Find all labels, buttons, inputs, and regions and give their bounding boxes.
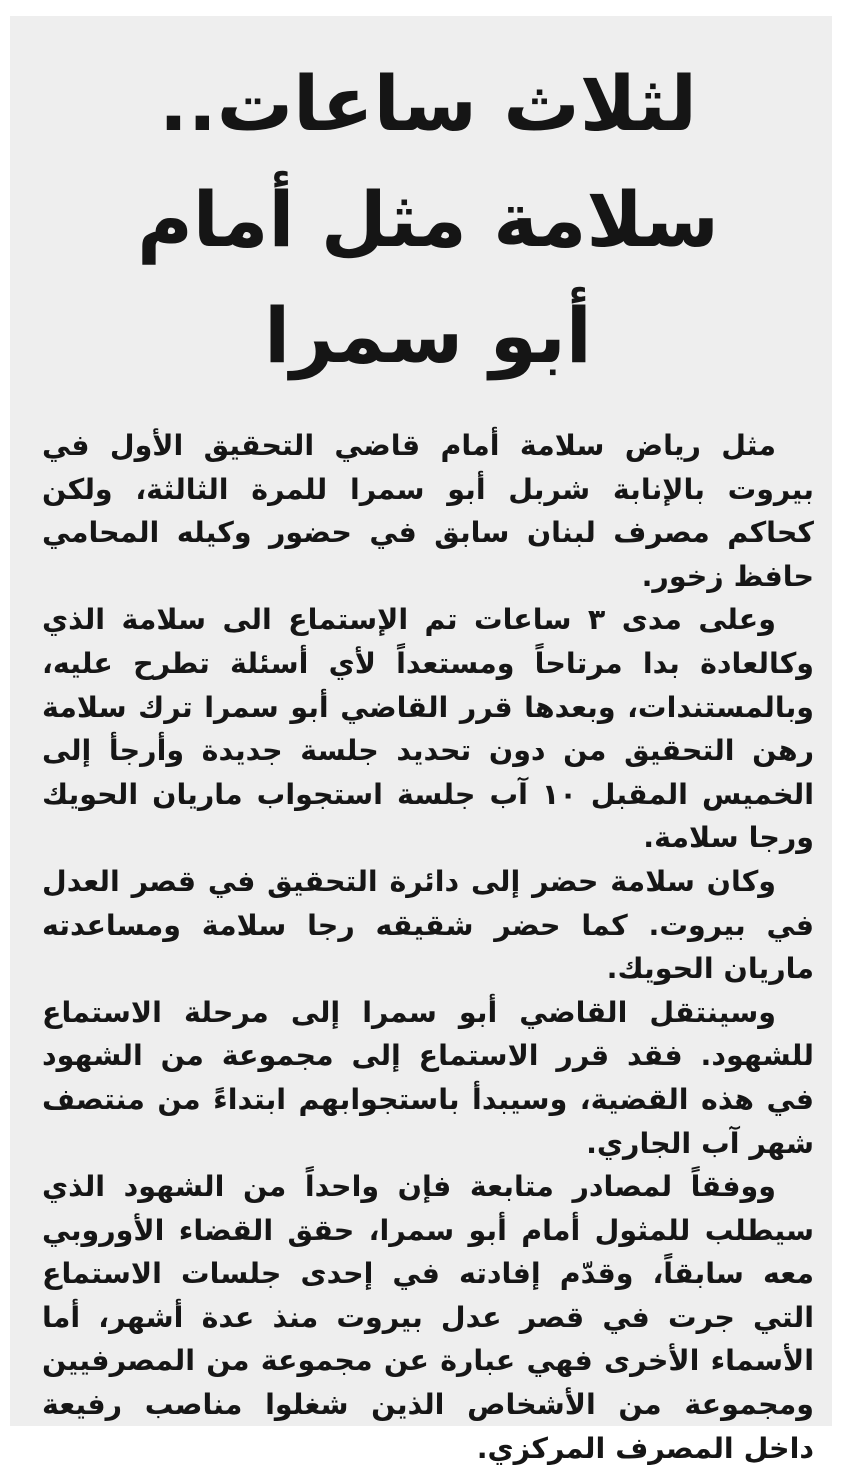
article	[10, 16, 832, 1465]
headline-line-1: لثلاث ساعات..	[159, 59, 697, 148]
article-paragraph-3: وكان سلامة حضر إلى دائرة التحقيق في قصر العدل في بيروت. كما حضر شقيقه رجا سلامة ومساعدته ماريان الحويك.	[42, 864, 814, 986]
headline	[42, 46, 814, 394]
article-paragraph-1: مثل رياض سلامة أمام قاضي التحقيق الأول في بيروت بالإنابة شربل أبو سمرا للمرة الثالثة، ولكن كحاكم مصرف لبنان سابق في حضور وكيله المحامي حافظ زخور.	[42, 429, 814, 593]
article-paragraph-4: وسينتقل القاضي أبو سمرا إلى مرحلة الاستماع للشهود. فقد قرر الاستماع إلى مجموعة من الشهود في هذه القضية، وسيبدأ باستجوابهم ابتداءً من منتصف شهر آب الجاري.	[42, 995, 814, 1160]
newspaper-clipping	[10, 16, 832, 1465]
article-paragraph-5: ووفقاً لمصادر متابعة فإن واحداً من الشهود الذي سيطلب للمثول أمام أبو سمرا، حقق القضاء الأوروبي معه سابقاً، وقدّم إفادته في إحدى جلسات الاستماع التي جرت في قصر عدل بيروت منذ عدة أشهر، أما الأسماء الأخرى فهي عبارة عن مجموعة من المصرفيين ومجموعة من الأشخاص الذين شغلوا مناصب رفيعة داخل المصرف المركزي.	[42, 1170, 814, 1465]
headline-line-3: أبو سمرا	[264, 291, 592, 380]
article-paragraph-2: وعلى مدى ٣ ساعات تم الإستماع الى سلامة الذي وكالعادة بدا مرتاحاً ومستعداً لأي أسئلة تطرح عليه، وبالمستندات، وبعدها قرر القاضي أبو سمرا ترك سلامة رهن التحقيق من دون تحديد جلسة جديدة وأرجأ إلى الخميس المقبل ١٠ آب جلسة استجواب ماريان الحويك ورجا سلامة.	[42, 603, 814, 855]
headline-line-2: سلامة مثل أمام	[137, 175, 719, 264]
article-body	[42, 424, 814, 1470]
